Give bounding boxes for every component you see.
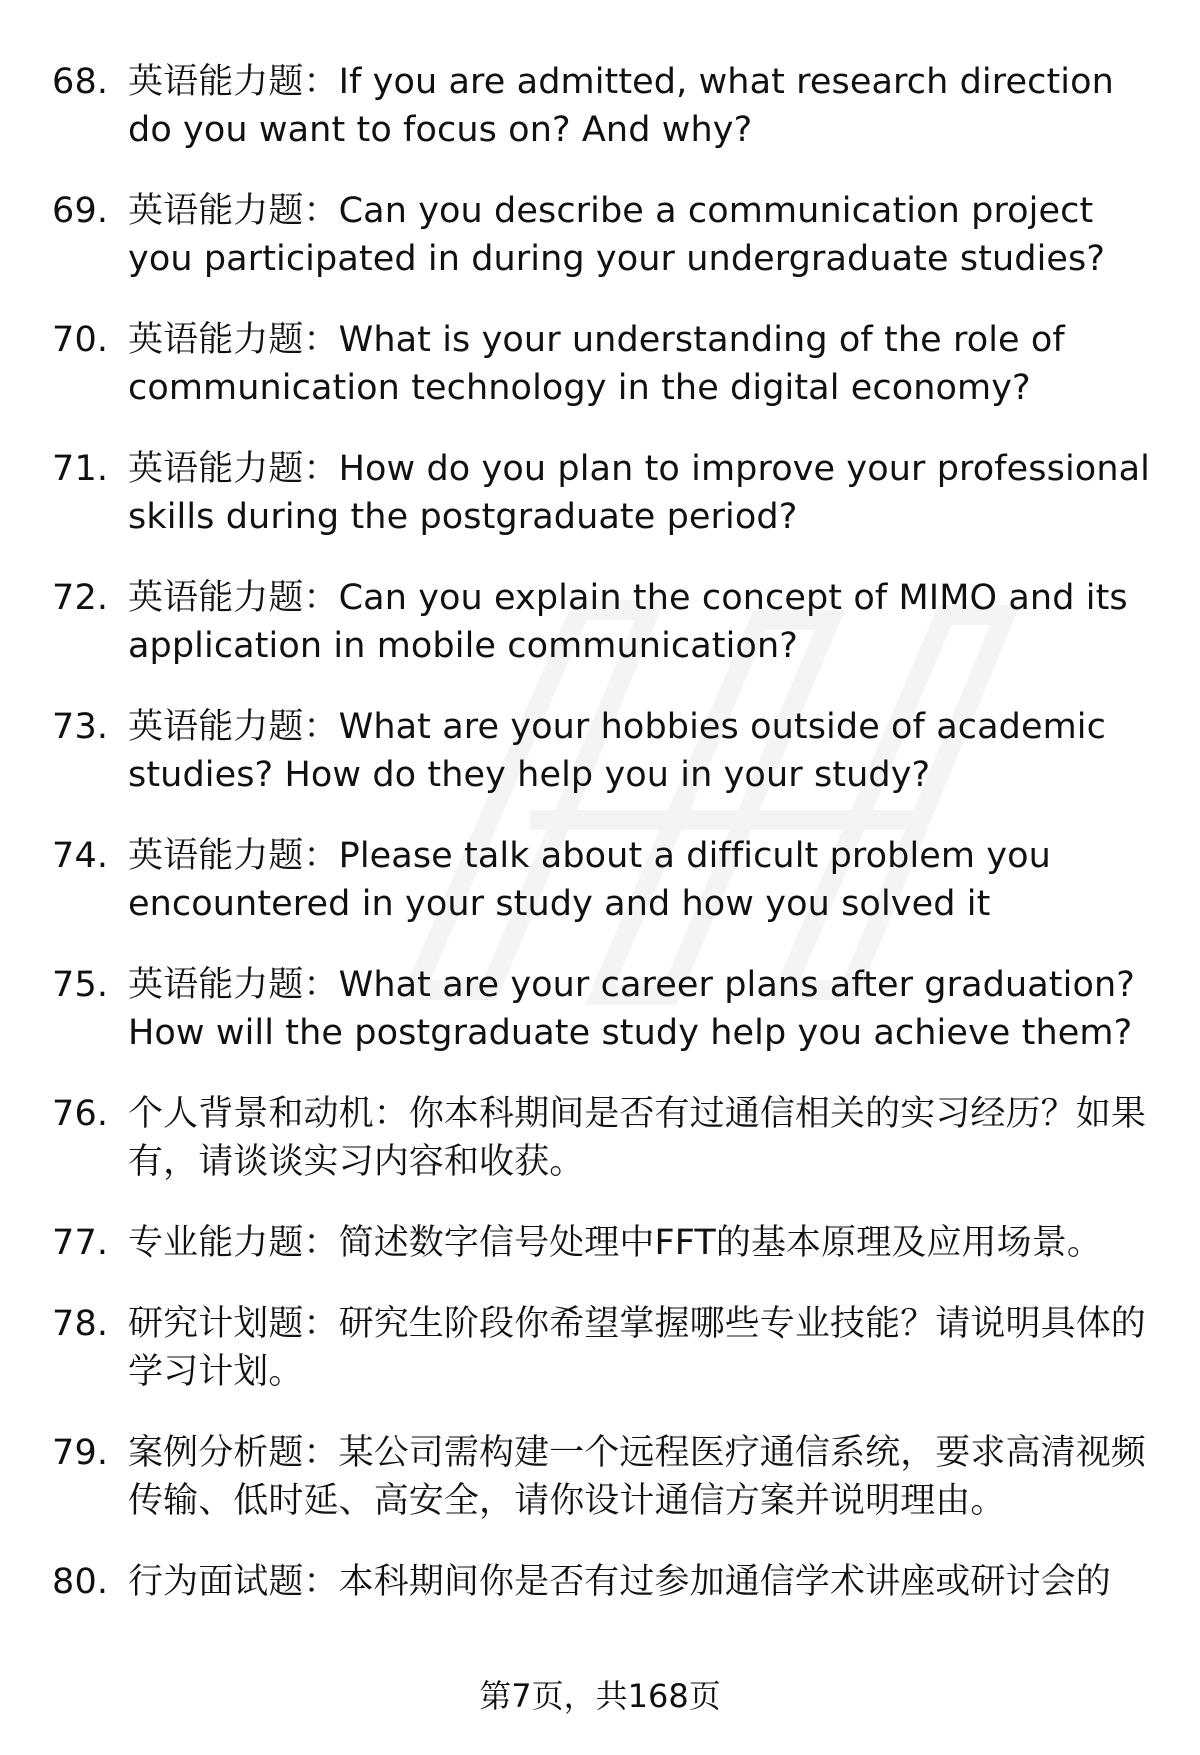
question-text xyxy=(128,703,1158,799)
question-category: 案例分析题： xyxy=(128,1433,339,1473)
question-content: What is your understanding of the role of communication technology in the digital economy? xyxy=(128,320,1065,408)
page-footer: 第7页，共168页 xyxy=(479,1677,721,1715)
question-number: 73. xyxy=(52,707,109,747)
question-content: If you are admitted, what research direction do you want to focus on? And why? xyxy=(128,62,1114,150)
question-category: 英语能力题： xyxy=(128,836,339,876)
question-content: 本科期间你是否有过参加通信学术讲座或研讨会的 xyxy=(338,1562,1111,1602)
question-item xyxy=(52,187,1162,283)
question-category: 英语能力题： xyxy=(128,449,339,489)
question-list xyxy=(52,58,1162,1639)
question-number: 77. xyxy=(52,1223,109,1263)
question-number: 70. xyxy=(52,320,109,360)
question-item xyxy=(52,445,1162,541)
question-text xyxy=(128,961,1158,1057)
question-text xyxy=(128,445,1158,541)
question-number: 78. xyxy=(52,1304,109,1344)
question-content: What are your hobbies outside of academic studies? How do they help you in your study? xyxy=(128,707,1106,795)
question-category: 英语能力题： xyxy=(128,320,339,360)
question-text xyxy=(128,1219,1158,1267)
question-item xyxy=(52,703,1162,799)
question-content: Can you describe a communication project you participated in during your undergraduate studies? xyxy=(128,191,1106,279)
question-category: 英语能力题： xyxy=(128,578,339,618)
question-item xyxy=(52,1219,1162,1267)
question-content: 你本科期间是否有过通信相关的实习经历？如果有，请谈谈实习内容和收获。 xyxy=(128,1094,1146,1182)
question-content: 研究生阶段你希望掌握哪些专业技能？请说明具体的学习计划。 xyxy=(128,1304,1146,1392)
question-category: 英语能力题： xyxy=(128,965,339,1005)
question-item xyxy=(52,961,1162,1057)
question-text xyxy=(128,1429,1158,1525)
question-category: 研究计划题： xyxy=(128,1304,339,1344)
question-category: 英语能力题： xyxy=(128,62,339,102)
question-number: 80. xyxy=(52,1562,109,1602)
question-content: 某公司需构建一个远程医疗通信系统，要求高清视频传输、低时延、高安全，请你设计通信方案并说明理由。 xyxy=(128,1433,1146,1521)
question-text xyxy=(128,187,1158,283)
question-category: 英语能力题： xyxy=(128,707,339,747)
question-content: How do you plan to improve your professional skills during the postgraduate period? xyxy=(128,449,1150,537)
question-item xyxy=(52,316,1162,412)
question-content: What are your career plans after graduation? How will the postgraduate study help you achieve them? xyxy=(128,965,1135,1053)
question-text xyxy=(128,58,1158,154)
question-category: 个人背景和动机： xyxy=(128,1094,409,1134)
question-number: 75. xyxy=(52,965,109,1005)
question-item xyxy=(52,1429,1162,1525)
question-item xyxy=(52,832,1162,928)
question-number: 76. xyxy=(52,1094,109,1134)
question-text xyxy=(128,1558,1158,1606)
question-number: 72. xyxy=(52,578,109,618)
question-text xyxy=(128,832,1158,928)
question-text xyxy=(128,316,1158,412)
question-number: 69. xyxy=(52,191,109,231)
question-content: Can you explain the concept of MIMO and its application in mobile communication? xyxy=(128,578,1128,666)
question-category: 专业能力题： xyxy=(128,1223,339,1263)
question-text xyxy=(128,1090,1158,1186)
question-item xyxy=(52,574,1162,670)
question-number: 79. xyxy=(52,1433,109,1473)
question-category: 英语能力题： xyxy=(128,191,339,231)
question-content: 简述数字信号处理中FFT的基本原理及应用场景。 xyxy=(338,1223,1102,1263)
question-content: Please talk about a difficult problem you encountered in your study and how you solved it xyxy=(128,836,1051,924)
question-text xyxy=(128,574,1158,670)
question-item xyxy=(52,1090,1162,1186)
question-number: 71. xyxy=(52,449,109,489)
question-item xyxy=(52,58,1162,154)
question-category: 行为面试题： xyxy=(128,1562,339,1602)
question-number: 68. xyxy=(52,62,109,102)
question-item xyxy=(52,1300,1162,1396)
question-text xyxy=(128,1300,1158,1396)
question-number: 74. xyxy=(52,836,109,876)
question-item xyxy=(52,1558,1162,1606)
